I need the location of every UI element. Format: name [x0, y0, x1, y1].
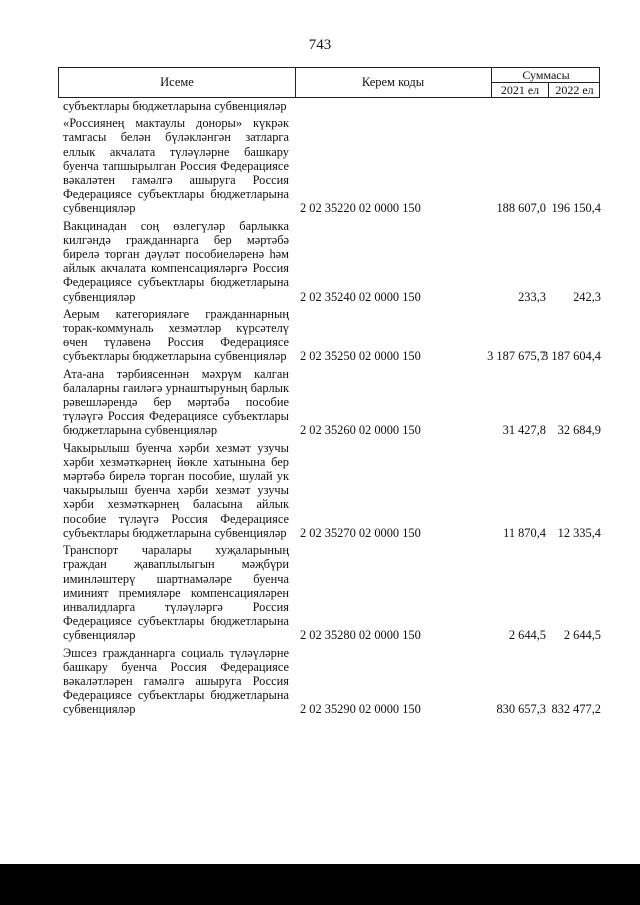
row-value-2021: 31 427,8 — [502, 423, 546, 438]
table-row — [63, 646, 613, 717]
row-value-2022: 3 187 604,4 — [542, 349, 601, 364]
header-year-2021: 2021 ел — [492, 83, 549, 97]
table-row — [63, 367, 613, 438]
row-code: 2 02 35220 02 0000 150 — [300, 201, 421, 216]
table-row — [63, 307, 613, 364]
table-header — [58, 67, 600, 98]
row-code: 2 02 35270 02 0000 150 — [300, 525, 421, 540]
header-year-2022: 2022 ел — [555, 83, 594, 97]
row-name: Вакцинадан соң өзлегүләр барлыкка килгәндә гражданнарга бер мәртәбә бирелә торган дәүләт пособиеләренә һәм айлык акчалата компенсацияләргә Россия Федерациясе субъектлары бюджетларына субвенцияләр — [63, 218, 289, 304]
table-body — [63, 99, 613, 717]
header-code: Керем коды — [295, 68, 492, 97]
row-name: субъектлары бюджетларына субвенцияләр — [63, 99, 287, 113]
table-row — [63, 116, 613, 215]
row-name: Транспорт чаралары хуҗаларының граждан җаваплылыгын мәҗбүри иминләштерү шартнамәләре буенча иминият премияләре компенсацияләрен инвалидларга түләүләргә Россия Федерациясе субъектлары бюджетларына субвенцияләр — [63, 543, 289, 643]
scan-bottom-edge — [0, 864, 640, 905]
table-row — [63, 219, 613, 304]
row-name: Чакырылыш буенча хәрби хезмәт узучы хәрби хезмәткәрнең йөкле хатынына бер мәртәбә бирелә торган пособие, шулай ук чакырылыш буенча хәрби хезмәт узучы хәрби хезмәткәрнең баласына айлык пособие түләүгә Россия Федерациясе субъектлары бюджетларына субвенцияләр — [63, 440, 289, 540]
table-row — [63, 441, 613, 540]
header-sums: Суммасы — [492, 68, 600, 83]
row-value-2022: 32 684,9 — [557, 423, 601, 438]
row-name: Эшсез гражданнарга социаль түләүләрне башкару буенча Россия Федерациясе вәкаләтләрен гамәлгә ашыруга Россия Федерациясе субъектлары бюджетларына субвенцияләр — [63, 645, 289, 717]
header-name: Исеме — [59, 68, 296, 97]
row-code: 2 02 35280 02 0000 150 — [300, 628, 421, 643]
row-value-2021: 830 657,3 — [496, 702, 546, 717]
row-value-2022: 242,3 — [573, 289, 601, 304]
row-code: 2 02 35240 02 0000 150 — [300, 289, 421, 304]
row-code: 2 02 35290 02 0000 150 — [300, 702, 421, 717]
table-row — [63, 543, 613, 642]
row-value-2022: 832 477,2 — [551, 702, 601, 717]
row-value-2021: 188 607,0 — [496, 201, 546, 216]
row-value-2022: 2 644,5 — [563, 628, 601, 643]
row-value-2021: 3 187 675,7 — [487, 349, 546, 364]
table-row — [63, 99, 613, 113]
row-value-2022: 196 150,4 — [551, 201, 601, 216]
row-value-2021: 2 644,5 — [508, 628, 546, 643]
row-code: 2 02 35260 02 0000 150 — [300, 423, 421, 438]
page-number: 743 — [308, 37, 332, 53]
row-value-2022: 12 335,4 — [557, 525, 601, 540]
row-value-2021: 11 870,4 — [503, 525, 546, 540]
row-name: Аерым категорияләге гражданнарның торак-коммуналь хезмәтләр күрсәтелү өчен түләвенә Россия Федерациясе субъектлары бюджетларына субвенцияләр — [63, 306, 289, 364]
row-name: Ата-ана тәрбиясеннән мәхрүм калган балаларны гаиләгә урнаштыруның барлык рәвешләрендә бер мәртәбә пособие түләүгә Россия Федерациясе субъектлары бюджетларына субвенцияләр — [63, 366, 289, 438]
row-name: «Россиянең мактаулы доноры» күкрәк тамгасы белән бүләкләнгән затларга еллык акчалата түләүләрне башкару буенча тапшырылган Россия Федерациясе вәкаләтен гамәлгә ашыруга Россия Федерациясе субъектлары бюджетларына субвенцияләр — [63, 116, 289, 216]
row-code: 2 02 35250 02 0000 150 — [300, 349, 421, 364]
row-value-2021: 233,3 — [518, 289, 546, 304]
